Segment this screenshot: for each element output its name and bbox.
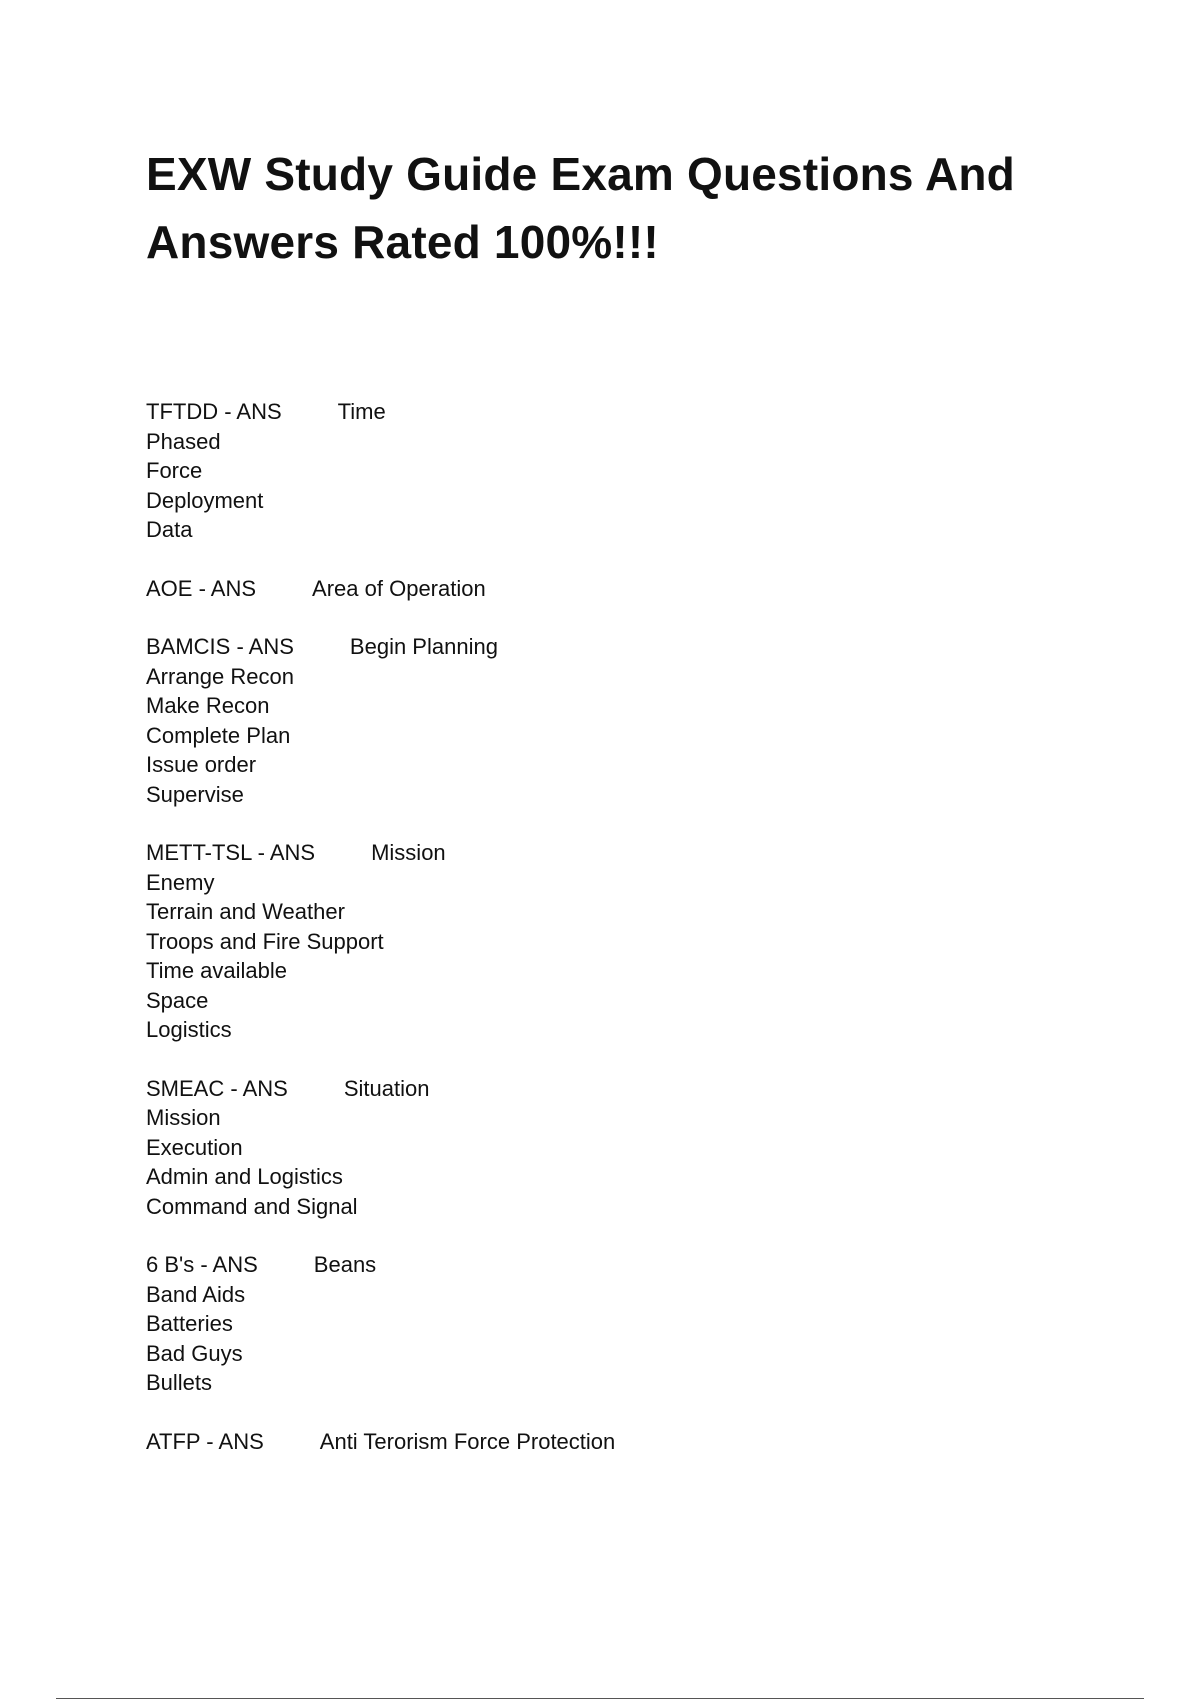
qa-entry-first-line — [146, 1427, 1046, 1457]
qa-answer-line: Supervise — [146, 781, 244, 807]
qa-answer-line: Deployment — [146, 487, 264, 513]
qa-answer-line: Complete Plan — [146, 722, 291, 748]
qa-answer-line: Arrange Recon — [146, 663, 294, 689]
qa-answer-line: Admin and Logistics — [146, 1164, 343, 1189]
qa-answer-line: Issue order — [146, 752, 257, 777]
qa-answer-line: Situation — [343, 1075, 430, 1101]
qa-entry — [146, 1250, 1046, 1398]
qa-answer-line: Bad Guys — [146, 1340, 243, 1366]
qa-entry-first-line — [146, 838, 1046, 868]
qa-entry — [146, 397, 1046, 545]
qa-entry-first-line — [146, 632, 1046, 662]
qa-entries — [146, 397, 1046, 1485]
qa-answer-line: Terrain and Weather — [146, 899, 345, 924]
qa-answer-line: Data — [146, 517, 193, 542]
qa-entry — [146, 1427, 1046, 1457]
qa-entry-first-line — [146, 1250, 1046, 1280]
qa-answer-line: Anti Terorism Force Protection — [319, 1428, 616, 1454]
qa-answer-line: Make Recon — [146, 693, 270, 718]
qa-answer-line: Execution — [146, 1134, 243, 1160]
qa-answer-line: Time — [337, 399, 386, 424]
qa-entry-first-line — [146, 574, 1046, 604]
qa-answer-line: Troops and Fire Support — [146, 928, 384, 954]
qa-term: BAMCIS - ANS — [146, 634, 294, 659]
qa-entry — [146, 1074, 1046, 1222]
footer-divider — [56, 1698, 1144, 1699]
qa-answer-line: Band Aids — [146, 1281, 246, 1307]
qa-answer-line: Logistics — [146, 1017, 232, 1042]
qa-term: ATFP - ANS — [146, 1428, 264, 1454]
qa-answer-line: Area of Operation — [312, 575, 486, 601]
qa-answer-line: Mission — [371, 840, 446, 865]
qa-answer-line: Command and Signal — [146, 1193, 358, 1219]
qa-entry-first-line — [146, 1074, 1046, 1104]
qa-answer-line: Space — [146, 987, 209, 1013]
qa-term: SMEAC - ANS — [146, 1075, 288, 1101]
qa-answer-line: Beans — [313, 1252, 377, 1277]
qa-entry-first-line — [146, 397, 1046, 427]
qa-answer-line: Begin Planning — [349, 634, 498, 659]
qa-term: AOE - ANS — [146, 575, 257, 601]
qa-term: 6 B's - ANS — [146, 1252, 258, 1277]
qa-term: METT-TSL - ANS — [146, 840, 316, 865]
qa-answer-line: Phased — [146, 428, 221, 454]
qa-answer-line: Mission — [146, 1105, 221, 1130]
qa-entry — [146, 838, 1046, 1045]
qa-answer-line: Batteries — [146, 1311, 233, 1336]
qa-answer-line: Time available — [146, 958, 288, 983]
qa-entry — [146, 574, 1046, 604]
qa-entry — [146, 632, 1046, 809]
qa-answer-line: Bullets — [146, 1370, 213, 1395]
qa-answer-line: Enemy — [146, 869, 215, 895]
qa-term: TFTDD - ANS — [146, 399, 282, 424]
page-title: EXW Study Guide Exam Questions And Answers Rated 100%!!! — [146, 148, 1015, 268]
qa-answer-line: Force — [146, 458, 203, 483]
